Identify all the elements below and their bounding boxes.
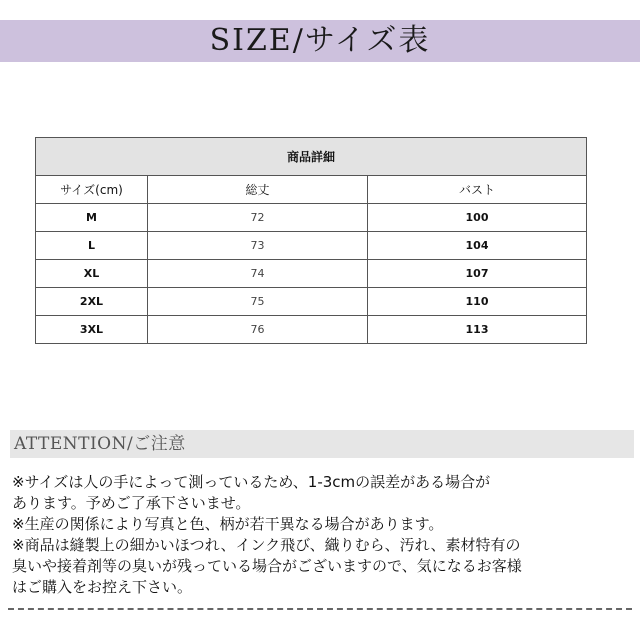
cell-size: L — [36, 232, 148, 260]
attention-band — [10, 430, 634, 458]
note-line: あります。予めご了承下さいませ。 — [12, 494, 251, 512]
header-bust: バスト — [368, 176, 587, 204]
title-band — [0, 20, 640, 62]
attention-heading: ATTENTION/ご注意 — [14, 434, 186, 454]
cell-bust: 107 — [368, 260, 587, 288]
cell-length: 75 — [148, 288, 368, 316]
table-row — [36, 288, 587, 316]
header-size: サイズ(cm) — [36, 176, 148, 204]
table-row — [36, 232, 587, 260]
table-row — [36, 260, 587, 288]
note-line: ※生産の関係により写真と色、柄が若干異なる場合があります。 — [12, 515, 444, 533]
cell-bust: 110 — [368, 288, 587, 316]
page-title: SIZE/サイズ表 — [209, 23, 431, 58]
note-line: 臭いや接着剤等の臭いが残っている場合がございますので、気になるお客様 — [12, 557, 522, 575]
cell-bust: 104 — [368, 232, 587, 260]
table-row — [36, 204, 587, 232]
note-line: ※サイズは人の手によって測っているため、1-3cmの誤差がある場合が — [12, 473, 491, 491]
cell-length: 74 — [148, 260, 368, 288]
cell-length: 73 — [148, 232, 368, 260]
cell-size: 3XL — [36, 316, 148, 344]
size-table — [35, 137, 587, 344]
note-line: はご購入をお控え下さい。 — [12, 578, 193, 596]
attention-notes — [12, 472, 634, 598]
cell-bust: 100 — [368, 204, 587, 232]
dashed-divider — [8, 608, 632, 610]
table-caption: 商品詳細 — [36, 138, 587, 176]
table-row — [36, 316, 587, 344]
table-header-row — [36, 176, 587, 204]
cell-bust: 113 — [368, 316, 587, 344]
header-length: 総丈 — [148, 176, 368, 204]
cell-size: XL — [36, 260, 148, 288]
cell-size: 2XL — [36, 288, 148, 316]
cell-size: M — [36, 204, 148, 232]
note-line: ※商品は縫製上の細かいほつれ、インク飛び、織りむら、汚れ、素材特有の — [12, 536, 521, 554]
cell-length: 76 — [148, 316, 368, 344]
cell-length: 72 — [148, 204, 368, 232]
